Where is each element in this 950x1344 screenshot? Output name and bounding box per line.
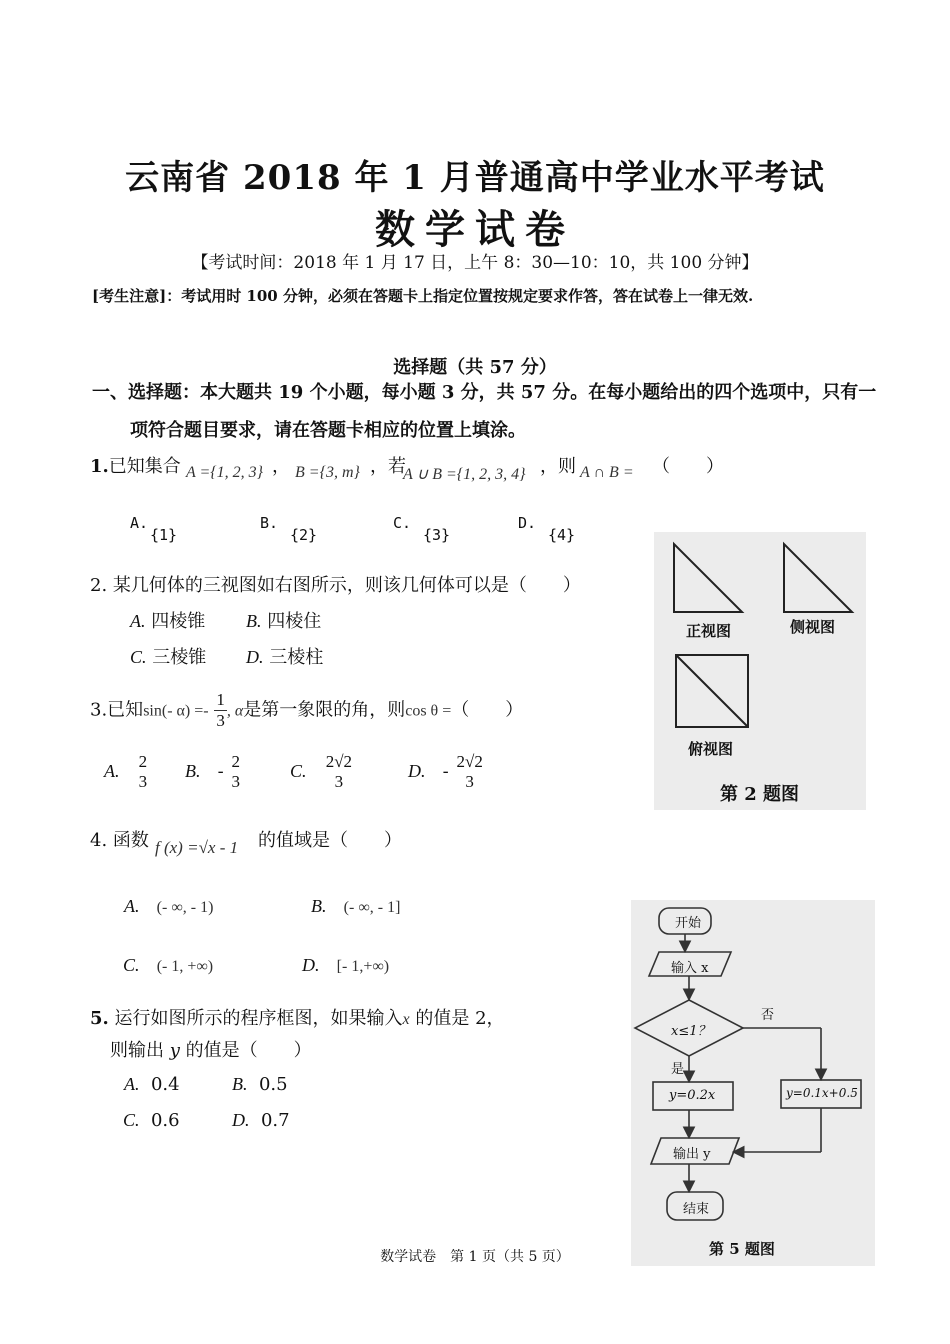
option-b	[185, 752, 242, 792]
question-number: 1.	[90, 456, 109, 477]
cos-expr: cos θ =	[405, 702, 452, 720]
separator: ，	[272, 456, 290, 477]
fraction-numerator: 1	[216, 690, 225, 709]
question-text: 的值域是（ ）	[258, 830, 402, 851]
option-value: {4}	[548, 526, 576, 544]
answer-blank: （ ）	[652, 456, 724, 477]
question-text: 3.已知	[90, 699, 144, 721]
exam-title: 云南省 2018 年 1 月普通高中学业水平考试	[125, 158, 825, 198]
option-value: 四棱锥	[151, 611, 206, 632]
option-c	[123, 1110, 180, 1131]
output-node: 输出 y	[673, 1147, 711, 1162]
option-value: 0.6	[150, 1110, 180, 1131]
page-footer: 数学试卷 第 1 页（共 5 页）	[380, 1249, 570, 1265]
question-3	[90, 690, 523, 731]
option-a	[130, 607, 205, 633]
option-d	[302, 955, 389, 976]
option-letter: D.	[232, 1110, 250, 1130]
question-4: 4. 函数	[90, 830, 149, 851]
question-5-line2	[110, 1036, 312, 1062]
option-letter: D.	[246, 647, 264, 667]
yes-branch-node: y=0.2x	[669, 1088, 716, 1103]
variable-x: x	[402, 1011, 410, 1028]
question-text: 则输出	[110, 1040, 164, 1061]
question-text: 运行如图所示的程序框图，如果输入	[114, 1008, 403, 1029]
front-view-label: 正视图	[686, 622, 732, 640]
option-b	[232, 1074, 288, 1095]
fraction-numerator: 2	[138, 752, 148, 771]
figure-caption: 第 5 题图	[709, 1240, 775, 1258]
option-fraction	[324, 752, 354, 792]
top-view-label: 俯视图	[688, 740, 734, 758]
fraction-numerator: 2√2	[325, 752, 353, 771]
option-letter: C.	[130, 647, 147, 667]
option-letter: B.	[246, 611, 262, 631]
option-letter: A.	[104, 761, 120, 781]
option-value: {3}	[423, 526, 451, 544]
exam-subtitle: 数学试卷	[375, 206, 575, 253]
option-c	[123, 955, 213, 976]
option-letter: C.	[123, 1110, 140, 1130]
flowchart-drawing	[631, 900, 875, 1266]
option-sign: -	[442, 761, 449, 782]
fraction-denominator: 3	[138, 772, 148, 791]
fraction-numerator: 2	[231, 752, 240, 771]
flowchart-figure	[631, 900, 875, 1266]
variable-y: y	[169, 1040, 180, 1061]
option-c	[130, 643, 206, 669]
fraction-numerator: 2√2	[456, 752, 483, 771]
three-view-drawing	[654, 532, 866, 810]
option-fraction	[230, 752, 243, 792]
alpha-symbol: , α	[226, 702, 244, 720]
option-value: 0.4	[150, 1074, 180, 1095]
figure-caption: 第 2 题图	[720, 784, 800, 805]
option-value: {2}	[290, 526, 318, 544]
option-value: 三棱锥	[152, 647, 207, 668]
section-instruction-line2: 项符合题目要求，请在答题卡相应的位置上填涂。	[130, 420, 526, 441]
option-value: {1}	[150, 526, 178, 544]
fraction-denominator: 3	[216, 711, 225, 730]
option-letter: B.	[185, 761, 201, 781]
option-letter: D.	[518, 514, 537, 532]
option-letter: B.	[232, 1074, 248, 1094]
yes-label: 是	[671, 1062, 685, 1077]
answer-blank: （ ）	[451, 699, 524, 721]
question-2: 2. 某几何体的三视图如右图所示，则该几何体可以是（ ）	[90, 575, 581, 596]
question-5	[90, 1004, 505, 1030]
question-text: 是第一象限的角，则	[243, 699, 406, 721]
input-node: 输入 x	[671, 961, 709, 976]
sin-expr: sin(- α) =-	[143, 702, 209, 720]
option-letter: B.	[311, 896, 327, 916]
option-value: 三棱柱	[269, 647, 324, 668]
option-letter: D.	[408, 761, 426, 781]
option-b	[246, 607, 321, 633]
option-value: (- ∞, - 1)	[156, 899, 214, 916]
question-text: ，则	[540, 456, 576, 477]
question-text: 的值是 2，	[415, 1008, 505, 1029]
question-number: 5.	[90, 1008, 109, 1029]
set-b: B ={3, m}	[295, 464, 360, 481]
intersection-expr: A ∩ B =	[580, 464, 634, 481]
candidate-notice: [考生注意]：考试用时 100 分钟，必须在答题卡上指定位置按规定要求作答，答在试卷上一律无效.	[92, 287, 754, 305]
option-b	[311, 896, 400, 917]
side-view-label: 侧视图	[790, 618, 836, 636]
option-fraction	[137, 752, 150, 792]
option-c	[290, 752, 354, 792]
question-text: ，若	[370, 456, 406, 477]
option-letter: A.	[130, 514, 149, 532]
option-letter: A.	[124, 896, 140, 916]
fraction	[214, 690, 227, 731]
option-d	[246, 643, 323, 669]
option-fraction	[455, 752, 485, 792]
option-a	[104, 752, 149, 792]
option-letter: D.	[302, 955, 320, 975]
section-title: 选择题（共 57 分）	[393, 357, 557, 378]
option-letter: C.	[123, 955, 140, 975]
option-letter: A.	[130, 611, 146, 631]
no-branch-node: y=0.1x+0.5	[786, 1086, 858, 1100]
option-letter: B.	[260, 514, 279, 532]
option-value: (- ∞, - 1]	[343, 899, 401, 916]
option-letter: C.	[393, 514, 412, 532]
fraction-denominator: 3	[334, 772, 344, 791]
question-1	[90, 452, 181, 478]
option-letter: C.	[290, 761, 307, 781]
decision-node: x≤1？	[671, 1024, 711, 1039]
option-value: 0.5	[258, 1074, 288, 1095]
option-value: 四棱住	[267, 611, 322, 632]
no-label: 否	[761, 1008, 775, 1023]
option-letter: A.	[124, 1074, 140, 1094]
union-expr: A ∪ B ={1, 2, 3, 4}	[403, 466, 526, 483]
section-instruction-line1: 一、选择题：本大题共 19 个小题，每小题 3 分，共 57 分。在每小题给出的四个选项中，只有一	[92, 382, 877, 403]
option-value: 0.7	[260, 1110, 290, 1131]
function-expr: f (x) =√x - 1	[155, 838, 239, 857]
set-a: A ={1, 2, 3}	[186, 464, 264, 481]
option-d	[232, 1110, 290, 1131]
fraction-denominator: 3	[465, 772, 474, 791]
exam-time: 【考试时间：2018 年 1 月 17 日，上午 8：30—10：10，共 100 分钟】	[191, 253, 759, 273]
fraction-denominator: 3	[231, 772, 240, 791]
question-text: 已知集合	[108, 456, 181, 477]
start-node: 开始	[675, 916, 702, 931]
option-value: (- 1, +∞)	[156, 958, 214, 975]
three-view-figure	[654, 532, 866, 810]
option-value: [- 1,+∞)	[336, 958, 390, 975]
end-node: 结束	[683, 1202, 710, 1217]
question-text: 的值是（ ）	[185, 1040, 312, 1061]
option-d	[408, 752, 485, 792]
option-a	[124, 1074, 180, 1095]
option-sign: -	[217, 761, 224, 782]
option-a	[124, 896, 213, 917]
